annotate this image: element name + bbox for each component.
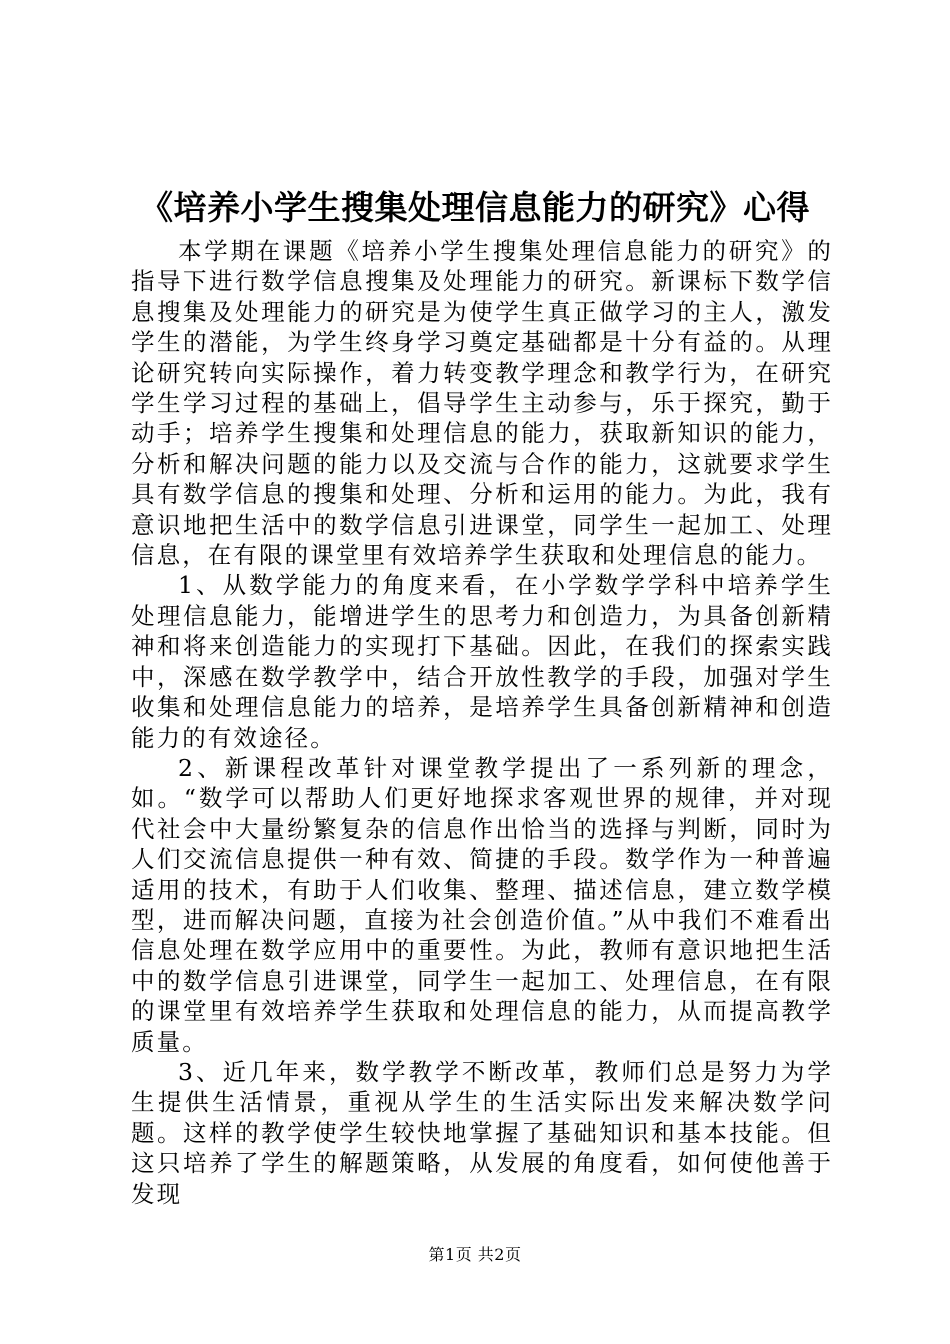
document-title: 《培养小学生搜集处理信息能力的研究》心得 — [140, 188, 810, 227]
page-number-footer: 第1页 共2页 — [428, 1245, 522, 1264]
paragraph-point-3: 3、近几年来，数学教学不断改革，教师们总是努力为学生提供生活情景，重视从学生的生活实际出发来解决数学问题。这样的教学使学生较快地掌握了基础知识和基本技能。但这只培养了学生的解题策略，从发展的角度看，如何使他善于发现 — [131, 1057, 833, 1208]
paragraph-point-2: 2、新课程改革针对课堂教学提出了一系列新的理念，如。“数学可以帮助人们更好地探求客观世界的规律，并对现代社会中大量纷繁复杂的信息作出恰当的选择与判断，同时为人们交流信息提供一种有效、简捷的手段。数学作为一种普遍适用的技术，有助于人们收集、整理、描述信息，建立数学模型，进而解决问题，直接为社会创造价值。”从中我们不难看出信息处理在数学应用中的重要性。为此，教师有意识地把生活中的数学信息引进课堂，同学生一起加工、处理信息，在有限的课堂里有效培养学生获取和处理信息的能力，从而提高教学质量。 — [131, 753, 833, 1056]
paragraph-point-1: 1、从数学能力的角度来看，在小学数学学科中培养学生处理信息能力，能增进学生的思考力和创造力，为具备创新精神和将来创造能力的实现打下基础。因此，在我们的探索实践中，深感在数学教学中，结合开放性教学的手段，加强对学生收集和处理信息能力的培养，是培养学生具备创新精神和创造能力的有效途径。 — [131, 571, 833, 752]
document-body — [131, 236, 833, 1209]
paragraph-intro: 本学期在课题《培养小学生搜集处理信息能力的研究》的指导下进行数学信息搜集及处理能力的研究。新课标下数学信息搜集及处理能力的研究是为使学生真正做学习的主人，激发学生的潜能，为学生终身学习奠定基础都是十分有益的。从理论研究转向实际操作，着力转变教学理念和教学行为，在研究学生学习过程的基础上，倡导学生主动参与，乐于探究，勤于动手；培养学生搜集和处理信息的能力，获取新知识的能力，分析和解决问题的能力以及交流与合作的能力，这就要求学生具有数学信息的搜集和处理、分析和运用的能力。为此，我有意识地把生活中的数学信息引进课堂，同学生一起加工、处理信息，在有限的课堂里有效培养学生获取和处理信息的能力。 — [131, 237, 833, 570]
